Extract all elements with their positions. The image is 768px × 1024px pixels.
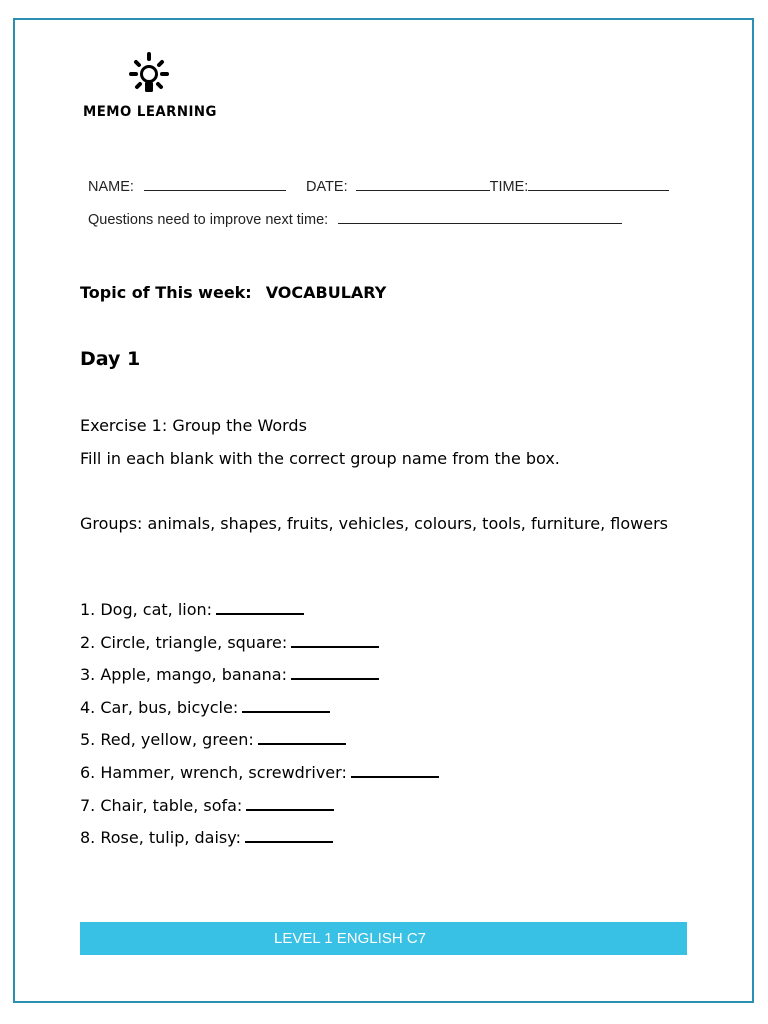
question-item: [80, 794, 439, 827]
topic-label: Topic of This week:: [80, 283, 252, 302]
question-text: 4. Car, bus, bicycle:: [80, 697, 239, 717]
question-text: 6. Hammer, wrench, screwdriver:: [80, 762, 347, 782]
question-text: 5. Red, yellow, green:: [80, 730, 254, 750]
question-item: [80, 631, 439, 664]
question-item: [80, 761, 439, 794]
time-label: TIME:: [489, 179, 529, 195]
answer-blank[interactable]: [351, 761, 439, 778]
day-heading: Day 1: [80, 348, 141, 370]
question-list: [80, 598, 439, 859]
answer-blank[interactable]: [291, 631, 379, 648]
questions-improve-line: [88, 209, 622, 228]
student-info-line: [88, 176, 669, 195]
name-field[interactable]: [144, 176, 286, 191]
exercise-instruction: Fill in each blank with the correct group name from the box.: [80, 449, 560, 468]
answer-blank[interactable]: [258, 728, 346, 745]
topic-value: VOCABULARY: [265, 283, 387, 302]
date-label: DATE:: [305, 179, 348, 195]
date-field[interactable]: [356, 176, 490, 191]
question-item: [80, 663, 439, 696]
question-text: 8. Rose, tulip, daisy:: [80, 828, 241, 848]
answer-blank[interactable]: [242, 696, 330, 713]
name-label: NAME:: [88, 179, 134, 195]
question-text: 3. Apple, mango, banana:: [80, 665, 287, 685]
question-text: 1. Dog, cat, lion:: [80, 600, 213, 619]
exercise-title: Exercise 1: Group the Words: [80, 416, 307, 435]
answer-blank[interactable]: [246, 794, 334, 811]
time-field[interactable]: [528, 176, 669, 191]
question-text: 2. Circle, triangle, square:: [80, 632, 288, 652]
question-item: [80, 728, 439, 761]
question-item: [80, 598, 439, 631]
topic-line: [80, 283, 386, 302]
question-item: [80, 696, 439, 729]
question-item: [80, 826, 439, 859]
question-text: 7. Chair, table, sofa:: [80, 795, 243, 815]
questions-improve-label: Questions need to improve next time:: [88, 212, 329, 228]
answer-blank[interactable]: [216, 598, 304, 615]
brand-name: MEMO LEARNING: [83, 104, 217, 120]
brand-logo: [80, 50, 220, 122]
footer-bar: [80, 922, 687, 955]
lightbulb-icon: [123, 50, 175, 98]
groups-list: Groups: animals, shapes, fruits, vehicles, colours, tools, furniture, flowers: [80, 514, 668, 533]
footer-label: LEVEL 1 ENGLISH C7: [273, 930, 426, 947]
questions-improve-field[interactable]: [338, 209, 622, 224]
answer-blank[interactable]: [291, 663, 379, 680]
answer-blank[interactable]: [245, 826, 333, 843]
